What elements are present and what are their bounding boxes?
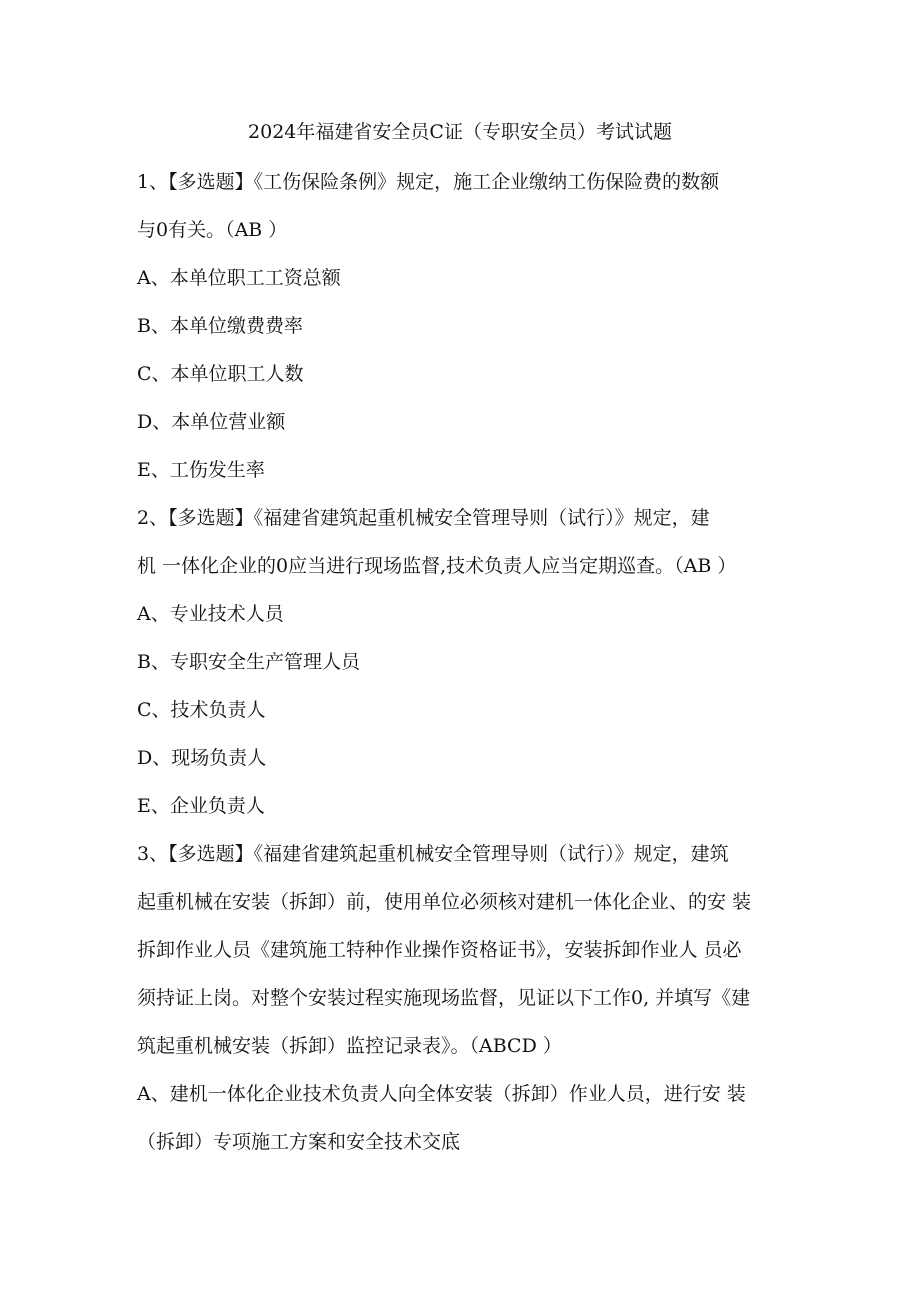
question-3-line-5: 筑起重机械安装（拆卸）监控记录表》。（ABCD ）	[137, 1035, 562, 1057]
question-2-option-b: B、专职安全生产管理人员	[137, 651, 360, 673]
question-3-line-4: 须持证上岗。对整个安装过程实施现场监督，见证以下工作0, 并填写《建	[137, 987, 751, 1009]
question-1-option-d: D、本单位营业额	[137, 411, 286, 433]
document-title: 2024年福建省安全员C证（专职安全员）考试试题	[248, 121, 672, 143]
question-2-option-d: D、现场负责人	[137, 747, 267, 769]
question-2-line-1: 2、【多选题】《福建省建筑起重机械安全管理导则（试行）》规定，建	[137, 507, 710, 529]
question-3-line-3: 拆卸作业人员《建筑施工特种作业操作资格证书》，安装拆卸作业人 员必	[137, 939, 742, 961]
question-1-option-a: A、本单位职工工资总额	[137, 267, 341, 289]
question-1-line-1: 1、【多选题】《工伤保险条例》规定，施工企业缴纳工伤保险费的数额	[137, 171, 720, 193]
question-2-option-c: C、技术负责人	[137, 699, 266, 721]
question-1-option-c: C、本单位职工人数	[137, 363, 304, 385]
question-3-option-a-line-2: （拆卸）专项施工方案和安全技术交底	[137, 1131, 461, 1153]
question-1-option-e: E、工伤发生率	[137, 459, 265, 481]
question-2-option-e: E、企业负责人	[137, 795, 265, 817]
question-3-line-1: 3、【多选题】《福建省建筑起重机械安全管理导则（试行）》规定，建筑	[137, 843, 729, 865]
question-2-option-a: A、专业技术人员	[137, 603, 284, 625]
document-body	[137, 162, 787, 1170]
question-3-line-2: 起重机械在安装（拆卸）前，使用单位必须核对建机一体化企业、的安 装	[137, 891, 752, 913]
question-3-option-a-line-1: A、建机一体化企业技术负责人向全体安装（拆卸）作业人员，进行安 装	[137, 1083, 746, 1105]
question-1-option-b: B、本单位缴费费率	[137, 315, 303, 337]
question-2-line-2: 机 一体化企业的0应当进行现场监督,技术负责人应当定期巡查。（AB ）	[137, 555, 737, 577]
question-1-line-2: 与0有关。（AB ）	[137, 219, 288, 241]
